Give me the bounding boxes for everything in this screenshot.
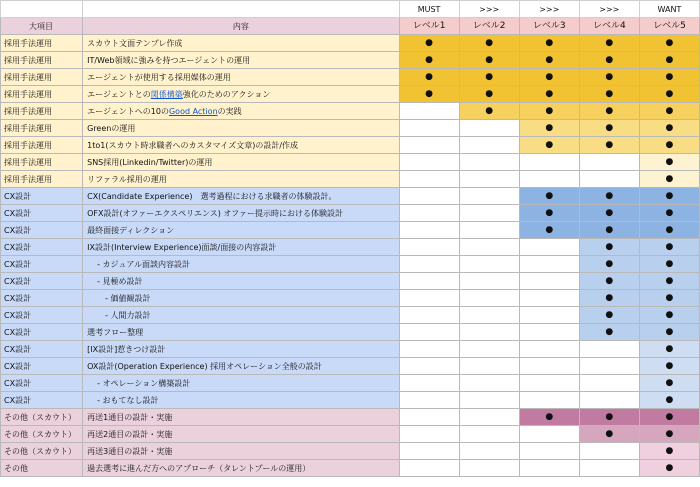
- table-row: [1, 409, 700, 426]
- table-row: [1, 392, 700, 409]
- level-1-cell[interactable]: [399, 171, 459, 188]
- content-text: - 見極め設計: [97, 276, 143, 286]
- table-row: [1, 120, 700, 137]
- level-1-cell[interactable]: [399, 154, 459, 171]
- content-text: 再送2通目の設計・実施: [87, 429, 173, 439]
- header-level-3[interactable]: レベル3: [519, 18, 579, 35]
- level-1-cell[interactable]: [399, 460, 459, 477]
- content-text: [87, 90, 270, 99]
- level-4-cell[interactable]: [579, 392, 639, 409]
- level-1-cell[interactable]: [399, 409, 459, 426]
- level-4-cell[interactable]: ●: [579, 324, 639, 341]
- category-cell[interactable]: CX設計: [1, 358, 83, 375]
- content-cell[interactable]: [83, 341, 399, 358]
- level-2-cell[interactable]: [459, 324, 519, 341]
- level-5-cell[interactable]: ●: [639, 341, 699, 358]
- content-cell[interactable]: [83, 103, 399, 120]
- level-5-cell[interactable]: ●: [639, 69, 699, 86]
- level-4-cell[interactable]: [579, 154, 639, 171]
- level-3-cell[interactable]: [519, 443, 579, 460]
- top-header-row: [1, 1, 700, 18]
- table-row: [1, 52, 700, 69]
- level-2-cell[interactable]: [459, 256, 519, 273]
- level-2-cell[interactable]: [459, 137, 519, 154]
- content-cell[interactable]: [83, 392, 399, 409]
- level-3-cell[interactable]: ●: [519, 137, 579, 154]
- content-link[interactable]: 関係構築: [150, 89, 183, 99]
- category-cell[interactable]: その他（スカウト）: [1, 409, 83, 426]
- level-1-cell[interactable]: [399, 358, 459, 375]
- content-cell[interactable]: [83, 188, 399, 205]
- level-3-cell[interactable]: [519, 460, 579, 477]
- level-2-cell[interactable]: [459, 460, 519, 477]
- level-1-cell[interactable]: [399, 307, 459, 324]
- content-text: CX(Candidate Experience) 選考過程における求職者の体験設計。: [87, 191, 337, 201]
- content-text: - カジュアル面談内容設計: [97, 259, 191, 269]
- level-1-cell[interactable]: ●: [399, 52, 459, 69]
- level-3-cell[interactable]: [519, 375, 579, 392]
- table-row: [1, 205, 700, 222]
- level-4-cell[interactable]: ●: [579, 120, 639, 137]
- level-3-cell[interactable]: [519, 324, 579, 341]
- level-4-cell[interactable]: ●: [579, 205, 639, 222]
- table-row: [1, 188, 700, 205]
- level-5-cell[interactable]: ●: [639, 154, 699, 171]
- table-row: [1, 35, 700, 52]
- level-4-cell[interactable]: ●: [579, 222, 639, 239]
- level-4-cell[interactable]: [579, 375, 639, 392]
- level-4-cell[interactable]: [579, 171, 639, 188]
- table-row: [1, 443, 700, 460]
- level-3-cell[interactable]: ●: [519, 103, 579, 120]
- level-5-cell[interactable]: ●: [639, 375, 699, 392]
- content-cell[interactable]: [83, 35, 399, 52]
- level-5-cell[interactable]: ●: [639, 409, 699, 426]
- content-text-post: 強化のためのアクション: [182, 89, 271, 99]
- level-5-cell[interactable]: ●: [639, 35, 699, 52]
- level-5-cell[interactable]: ●: [639, 307, 699, 324]
- level-4-cell[interactable]: ●: [579, 307, 639, 324]
- level-4-cell[interactable]: ●: [579, 239, 639, 256]
- level-3-cell[interactable]: [519, 290, 579, 307]
- level-3-cell[interactable]: ●: [519, 120, 579, 137]
- level-2-cell[interactable]: [459, 205, 519, 222]
- level-5-cell[interactable]: ●: [639, 205, 699, 222]
- content-cell[interactable]: [83, 358, 399, 375]
- level-5-cell[interactable]: ●: [639, 222, 699, 239]
- level-4-cell[interactable]: ●: [579, 426, 639, 443]
- category-cell[interactable]: 採用手法運用: [1, 120, 83, 137]
- level-3-cell[interactable]: ●: [519, 69, 579, 86]
- header-level-1[interactable]: レベル1: [399, 18, 459, 35]
- level-2-cell[interactable]: [459, 188, 519, 205]
- top-header-cell[interactable]: MUST: [399, 1, 459, 18]
- level-5-cell[interactable]: ●: [639, 52, 699, 69]
- table-row: [1, 103, 700, 120]
- table-row: [1, 426, 700, 443]
- content-text-post: の実践: [217, 106, 242, 116]
- category-cell[interactable]: CX設計: [1, 205, 83, 222]
- category-cell[interactable]: CX設計: [1, 324, 83, 341]
- content-cell[interactable]: [83, 443, 399, 460]
- level-2-cell[interactable]: ●: [459, 103, 519, 120]
- level-5-cell[interactable]: ●: [639, 290, 699, 307]
- table-row: [1, 341, 700, 358]
- level-2-cell[interactable]: ●: [459, 69, 519, 86]
- content-text: Greenの運用: [87, 123, 136, 133]
- level-3-cell[interactable]: [519, 154, 579, 171]
- category-cell[interactable]: その他: [1, 460, 83, 477]
- level-4-cell[interactable]: [579, 443, 639, 460]
- level-1-cell[interactable]: [399, 120, 459, 137]
- category-cell[interactable]: 採用手法運用: [1, 52, 83, 69]
- level-2-cell[interactable]: ●: [459, 52, 519, 69]
- content-cell[interactable]: [83, 86, 399, 103]
- level-2-cell[interactable]: [459, 290, 519, 307]
- level-4-cell[interactable]: [579, 341, 639, 358]
- top-header-blank: [1, 1, 83, 18]
- content-text: SNS採用(Linkedin/Twitter)の運用: [87, 157, 213, 167]
- level-5-cell[interactable]: ●: [639, 239, 699, 256]
- level-3-cell[interactable]: ●: [519, 222, 579, 239]
- level-5-cell[interactable]: ●: [639, 273, 699, 290]
- level-3-cell[interactable]: ●: [519, 86, 579, 103]
- level-2-cell[interactable]: ●: [459, 35, 519, 52]
- header-level-5[interactable]: レベル5: [639, 18, 699, 35]
- content-text: エージェントが使用する採用媒体の運用: [87, 72, 231, 82]
- level-5-cell[interactable]: ●: [639, 443, 699, 460]
- header-category[interactable]: 大項目: [1, 18, 83, 35]
- table-row: [1, 137, 700, 154]
- table-row: [1, 256, 700, 273]
- content-text-pre: エージェントへの10の: [87, 106, 169, 116]
- content-text: - おもてなし設計: [97, 395, 159, 405]
- table-row: [1, 375, 700, 392]
- content-text: 1to1(スカウト時求職者へのカスタマイズ文章)の設計/作成: [87, 140, 299, 150]
- column-header-row: [1, 18, 700, 35]
- level-2-cell[interactable]: [459, 222, 519, 239]
- category-cell[interactable]: 採用手法運用: [1, 154, 83, 171]
- table-row: [1, 358, 700, 375]
- category-cell[interactable]: CX設計: [1, 375, 83, 392]
- content-text: [IX設計]惹きつけ設計: [87, 344, 166, 354]
- level-1-cell[interactable]: [399, 137, 459, 154]
- level-1-cell[interactable]: [399, 103, 459, 120]
- level-2-cell[interactable]: [459, 239, 519, 256]
- level-2-cell[interactable]: [459, 409, 519, 426]
- table-row: [1, 273, 700, 290]
- content-cell[interactable]: [83, 154, 399, 171]
- content-text: IT/Web領域に強みを持つエージェントの運用: [87, 55, 251, 65]
- level-4-cell[interactable]: [579, 460, 639, 477]
- level-3-cell[interactable]: [519, 426, 579, 443]
- level-3-cell[interactable]: ●: [519, 35, 579, 52]
- top-header-cell[interactable]: >>>: [459, 1, 519, 18]
- table-row: [1, 86, 700, 103]
- level-2-cell[interactable]: [459, 392, 519, 409]
- category-cell[interactable]: CX設計: [1, 273, 83, 290]
- content-text: 再送1通目の設計・実施: [87, 412, 173, 422]
- table-row: [1, 307, 700, 324]
- level-5-cell[interactable]: ●: [639, 120, 699, 137]
- content-cell[interactable]: [83, 409, 399, 426]
- category-cell[interactable]: 採用手法運用: [1, 35, 83, 52]
- content-text: 最終面接ディレクション: [87, 225, 175, 235]
- level-1-cell[interactable]: [399, 239, 459, 256]
- content-text: 再送3通目の設計・実施: [87, 446, 173, 456]
- level-3-cell[interactable]: ●: [519, 188, 579, 205]
- level-4-cell[interactable]: ●: [579, 256, 639, 273]
- content-text: [87, 107, 242, 116]
- level-1-cell[interactable]: [399, 426, 459, 443]
- category-cell[interactable]: 採用手法運用: [1, 171, 83, 188]
- level-1-cell[interactable]: [399, 188, 459, 205]
- level-5-cell[interactable]: ●: [639, 103, 699, 120]
- category-cell[interactable]: その他（スカウト）: [1, 443, 83, 460]
- level-3-cell[interactable]: [519, 341, 579, 358]
- level-5-cell[interactable]: ●: [639, 460, 699, 477]
- level-1-cell[interactable]: [399, 222, 459, 239]
- level-5-cell[interactable]: ●: [639, 256, 699, 273]
- top-header-blank: [83, 1, 399, 18]
- level-2-cell[interactable]: [459, 154, 519, 171]
- content-cell[interactable]: [83, 460, 399, 477]
- category-cell[interactable]: 採用手法運用: [1, 137, 83, 154]
- level-5-cell[interactable]: ●: [639, 426, 699, 443]
- table-row: [1, 171, 700, 188]
- content-cell[interactable]: [83, 120, 399, 137]
- level-3-cell[interactable]: ●: [519, 52, 579, 69]
- level-1-cell[interactable]: [399, 392, 459, 409]
- content-cell[interactable]: [83, 222, 399, 239]
- table-row: [1, 324, 700, 341]
- header-content[interactable]: 内容: [83, 18, 399, 35]
- content-text: - 価値観設計: [105, 293, 151, 303]
- level-4-cell[interactable]: ●: [579, 35, 639, 52]
- content-link[interactable]: Good Action: [168, 106, 218, 116]
- content-text: スカウト文面テンプレ作成: [87, 38, 183, 48]
- category-cell[interactable]: その他（スカウト）: [1, 426, 83, 443]
- level-4-cell[interactable]: [579, 358, 639, 375]
- table-row: [1, 239, 700, 256]
- table-row: [1, 69, 700, 86]
- level-5-cell[interactable]: ●: [639, 324, 699, 341]
- table-row: [1, 290, 700, 307]
- table-row: [1, 460, 700, 477]
- level-3-cell[interactable]: [519, 392, 579, 409]
- top-header-cell[interactable]: WANT: [639, 1, 699, 18]
- category-cell[interactable]: CX設計: [1, 307, 83, 324]
- content-cell[interactable]: [83, 69, 399, 86]
- level-2-cell[interactable]: ●: [459, 86, 519, 103]
- level-4-cell[interactable]: ●: [579, 103, 639, 120]
- level-1-cell[interactable]: [399, 273, 459, 290]
- level-4-cell[interactable]: ●: [579, 86, 639, 103]
- content-cell[interactable]: [83, 375, 399, 392]
- content-text: IX設計(Interview Experience)面談/面接の内容設計: [87, 242, 277, 252]
- level-2-cell[interactable]: [459, 273, 519, 290]
- level-3-cell[interactable]: [519, 273, 579, 290]
- level-3-cell[interactable]: [519, 256, 579, 273]
- level-3-cell[interactable]: [519, 171, 579, 188]
- level-1-cell[interactable]: ●: [399, 35, 459, 52]
- header-level-2[interactable]: レベル2: [459, 18, 519, 35]
- content-cell[interactable]: [83, 171, 399, 188]
- category-cell[interactable]: CX設計: [1, 239, 83, 256]
- content-cell[interactable]: [83, 52, 399, 69]
- level-2-cell[interactable]: [459, 426, 519, 443]
- level-3-cell[interactable]: [519, 307, 579, 324]
- level-1-cell[interactable]: [399, 324, 459, 341]
- level-5-cell[interactable]: ●: [639, 171, 699, 188]
- content-text-pre: エージェントとの: [87, 89, 151, 99]
- level-2-cell[interactable]: [459, 171, 519, 188]
- content-cell[interactable]: [83, 324, 399, 341]
- category-cell[interactable]: CX設計: [1, 256, 83, 273]
- level-3-cell[interactable]: [519, 358, 579, 375]
- category-cell[interactable]: CX設計: [1, 222, 83, 239]
- category-cell[interactable]: 採用手法運用: [1, 86, 83, 103]
- content-cell[interactable]: [83, 290, 399, 307]
- content-text: OX設計(Operation Experience) 採用オペレーション全般の設計: [87, 361, 322, 371]
- category-cell[interactable]: CX設計: [1, 392, 83, 409]
- level-5-cell[interactable]: ●: [639, 86, 699, 103]
- level-2-cell[interactable]: [459, 443, 519, 460]
- level-1-cell[interactable]: [399, 341, 459, 358]
- level-4-cell[interactable]: ●: [579, 69, 639, 86]
- content-text: 選考フロー整理: [87, 327, 144, 337]
- content-cell[interactable]: [83, 137, 399, 154]
- category-cell[interactable]: 採用手法運用: [1, 103, 83, 120]
- level-1-cell[interactable]: ●: [399, 86, 459, 103]
- header-level-4[interactable]: レベル4: [579, 18, 639, 35]
- level-3-cell[interactable]: [519, 239, 579, 256]
- content-cell[interactable]: [83, 205, 399, 222]
- level-2-cell[interactable]: [459, 307, 519, 324]
- level-5-cell[interactable]: ●: [639, 358, 699, 375]
- content-cell[interactable]: [83, 273, 399, 290]
- top-header-cell[interactable]: >>>: [519, 1, 579, 18]
- content-text: - オペレーション構築設計: [97, 378, 191, 388]
- level-1-cell[interactable]: [399, 290, 459, 307]
- level-4-cell[interactable]: ●: [579, 409, 639, 426]
- table-row: [1, 154, 700, 171]
- level-4-cell[interactable]: ●: [579, 137, 639, 154]
- level-2-cell[interactable]: [459, 341, 519, 358]
- category-cell[interactable]: 採用手法運用: [1, 69, 83, 86]
- level-5-cell[interactable]: ●: [639, 188, 699, 205]
- level-3-cell[interactable]: ●: [519, 409, 579, 426]
- level-2-cell[interactable]: [459, 375, 519, 392]
- level-5-cell[interactable]: ●: [639, 137, 699, 154]
- level-5-cell[interactable]: ●: [639, 392, 699, 409]
- level-1-cell[interactable]: ●: [399, 69, 459, 86]
- content-cell[interactable]: [83, 307, 399, 324]
- category-cell[interactable]: CX設計: [1, 188, 83, 205]
- content-cell[interactable]: [83, 426, 399, 443]
- level-2-cell[interactable]: [459, 120, 519, 137]
- level-2-cell[interactable]: [459, 358, 519, 375]
- content-text: リファラル採用の運用: [87, 174, 167, 184]
- level-1-cell[interactable]: [399, 443, 459, 460]
- content-text: OFX設計(オファーエクスペリエンス) オファー提示時における体験設計: [87, 208, 343, 218]
- table-row: [1, 222, 700, 239]
- level-1-cell[interactable]: [399, 256, 459, 273]
- level-4-cell[interactable]: ●: [579, 290, 639, 307]
- content-cell[interactable]: [83, 256, 399, 273]
- category-cell[interactable]: CX設計: [1, 290, 83, 307]
- content-text: - 人間力設計: [105, 310, 151, 320]
- category-cell[interactable]: CX設計: [1, 341, 83, 358]
- level-4-cell[interactable]: ●: [579, 52, 639, 69]
- level-4-cell[interactable]: ●: [579, 188, 639, 205]
- top-header-cell[interactable]: >>>: [579, 1, 639, 18]
- level-4-cell[interactable]: ●: [579, 273, 639, 290]
- content-text: 過去選考に進んだ方へのアプローチ（タレントプールの運用）: [87, 463, 311, 473]
- content-cell[interactable]: [83, 239, 399, 256]
- level-1-cell[interactable]: [399, 205, 459, 222]
- level-3-cell[interactable]: ●: [519, 205, 579, 222]
- level-1-cell[interactable]: [399, 375, 459, 392]
